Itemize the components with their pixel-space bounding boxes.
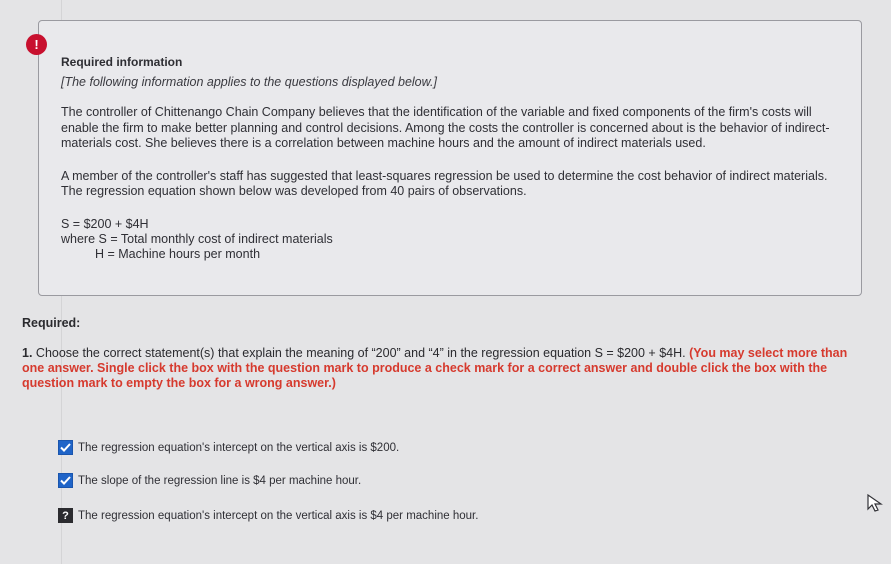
- answer-option-1[interactable]: [58, 439, 478, 456]
- answer-option-2[interactable]: [58, 472, 478, 489]
- question-instructions: (You may select more than one answer. Single click the box with the question mark to produce a check mark for a correct answer and double click the box with the question mark to empty the box for a wrong answer.): [22, 346, 848, 390]
- check-icon[interactable]: [58, 473, 73, 488]
- info-paragraph-2: A member of the controller's staff has suggested that least-squares regression be used to determine the cost behavior of indirect materials. The regression equation shown below was developed from 40 pairs of observations.: [61, 168, 828, 198]
- alert-icon: !: [26, 34, 47, 55]
- question-text: Choose the correct statement(s) that explain the meaning of “200” and “4” in the regression equation S = $200 + $4H.: [35, 346, 686, 360]
- regression-equation-block: [61, 217, 831, 262]
- check-icon[interactable]: [58, 440, 73, 455]
- info-title: Required information: [61, 55, 183, 69]
- mouse-pointer-icon: [866, 493, 884, 513]
- required-label: Required:: [22, 316, 81, 330]
- answer-text: The slope of the regression line is $4 per machine hour.: [78, 474, 362, 487]
- answer-text: The regression equation's intercept on the vertical axis is $4 per machine hour.: [78, 509, 479, 522]
- required-information-panel: [38, 20, 862, 296]
- info-paragraph-1: The controller of Chittenango Chain Company believes that the identification of the variable and fixed components of the firm's costs will enable the firm to make better planning and control decisions. Among the costs the controller is concerned about is the behavior of indirect-materials cost. She believes there is a correlation between machine hours and the amount of indirect materials used.: [61, 105, 830, 150]
- equation-where-line: where S = Total monthly cost of indirect materials: [61, 231, 333, 246]
- question-mark-icon[interactable]: ?: [58, 508, 73, 523]
- regression-equation: S = $200 + $4H: [61, 216, 149, 231]
- answer-text: The regression equation's intercept on the vertical axis is $200.: [78, 441, 400, 454]
- info-note: [The following information applies to the questions displayed below.]: [61, 75, 437, 89]
- question-number: 1.: [22, 346, 33, 360]
- info-content: [61, 55, 831, 262]
- equation-h-line: H = Machine hours per month: [95, 246, 261, 261]
- question-1: [22, 346, 852, 391]
- answer-option-3[interactable]: [58, 507, 478, 524]
- answer-list: [58, 439, 478, 540]
